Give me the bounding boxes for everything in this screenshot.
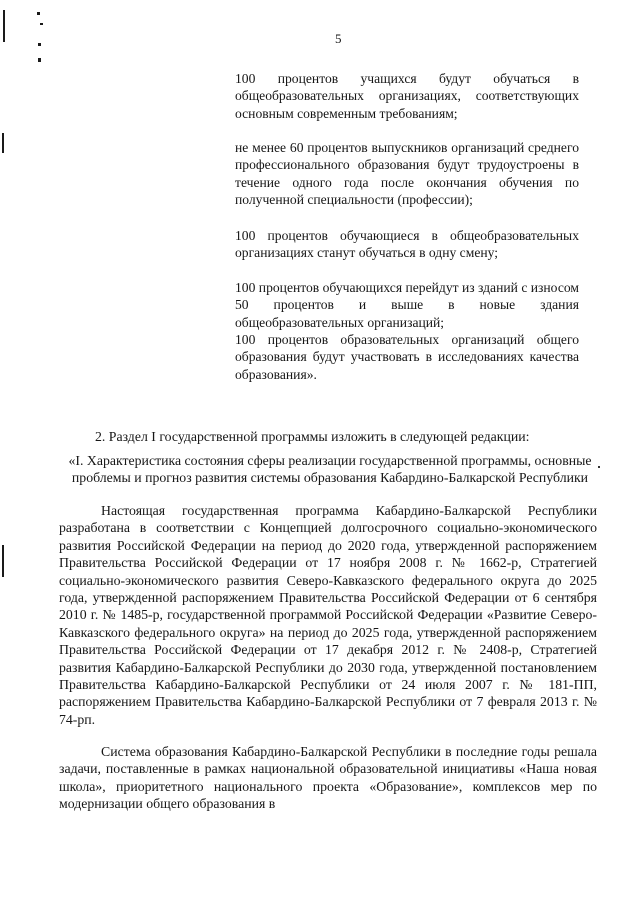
scan-mark	[37, 12, 40, 15]
list-item-text: 100 процентов обучающиеся в общеобразовательных организациях станут обучаться в одну смену;	[235, 228, 579, 261]
body-paragraph: Настоящая государственная программа Кабардино-Балкарской Республики разработана в соответствии с Концепцией долгосрочного социально-экономического развития Российской Федерации на период до 2020 года, утвержденной распоряжением Правительства Российской Федерации от 17 ноября 2008 г. № 1662-р, Стратегией социально-экономического развития Северо-Кавказского федерального округа до 2025 года, утвержденной распоряжением Правительства Российской Федерации от 6 сентября 2010 г. № 1485-р, государственной программой Российской Федерации «Развитие Северо-Кавказского федерального округа» на период до 2025 года, утвержденной распоряжением Правительства Российской Федерации от 17 декабря 2012 г. № 2408-р, Стратегией развития Кабардино-Балкарской Республики до 2030 года, утвержденной постановлением Правительства Кабардино-Балкарской Республики от 24 июля 2007 г. № 181-ПП, распоряжением Правительства Кабардино-Балкарской Республики от 7 февраля 2013 г. № 74-рп.	[59, 503, 597, 727]
list-item	[235, 279, 579, 331]
body-paragraph: Система образования Кабардино-Балкарской Республики в последние годы решала задачи, поставленные в рамках национальной образовательной инициативы «Наша новая школа», приоритетного национального проекта «Образование», комплексов мер по модернизации общего образования в	[59, 744, 597, 812]
list-item	[235, 70, 579, 122]
scan-mark	[3, 10, 5, 42]
scan-mark	[2, 133, 4, 153]
section-title: «I. Характеристика состояния сферы реализации государственной программы, основные проблемы и прогноз развития системы образования Кабардино-Балкарской Республики	[68, 453, 592, 486]
page-number: 5	[335, 31, 342, 46]
scan-speck	[598, 466, 600, 468]
list-item-text: 100 процентов учащихся будут обучаться в общеобразовательных организациях, соответствующих основным современным требованиям;	[235, 71, 579, 121]
list-item-text: 100 процентов обучающихся перейдут из зданий с износом 50 процентов и выше в новые здания общеобразовательных организаций;	[235, 280, 579, 330]
amendment-heading: 2. Раздел I государственной программы изложить в следующей редакции:	[95, 429, 530, 444]
scan-mark	[38, 43, 41, 46]
scan-mark	[40, 23, 43, 25]
list-item	[235, 139, 579, 209]
scan-mark	[38, 58, 41, 62]
list-item-text: 100 процентов образовательных организаций общего образования будут участвовать в исследованиях качества образования».	[235, 332, 579, 382]
scan-mark	[2, 545, 4, 577]
list-item-text: не менее 60 процентов выпускников организаций среднего профессионального образования будут трудоустроены в течение одного года после окончания обучения по полученной специальности (профессии);	[235, 140, 579, 208]
list-item	[235, 331, 579, 383]
list-item	[235, 227, 579, 262]
